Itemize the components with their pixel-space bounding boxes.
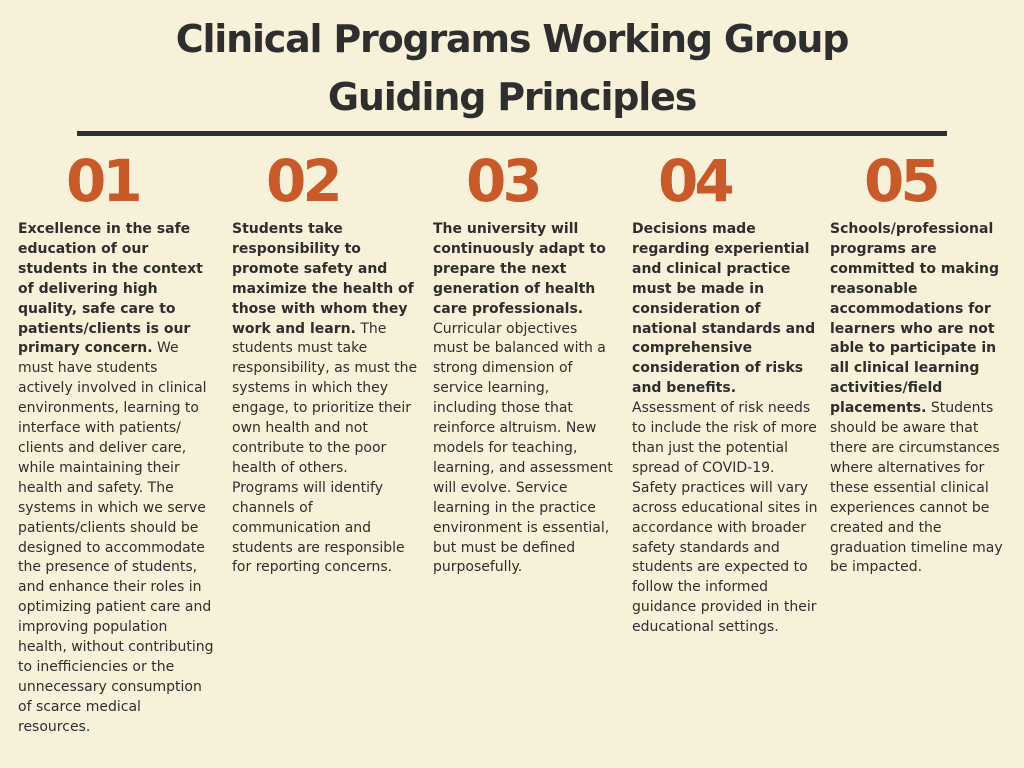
principle-body: Assessment of risk needs to include the risk of more than just the potential spread of COVID-19. Safety practices will vary across educational sites in accordance with broader safety standards and students are expected to follow the informed guidance provided in their educational settings. xyxy=(632,400,818,636)
principle-description xyxy=(232,220,418,578)
principle-description xyxy=(830,220,1016,578)
page-title-line-2: Guiding Principles xyxy=(327,75,697,119)
principle-number: 03 xyxy=(466,147,539,215)
principle-body: The students must take responsibility, as must the systems in which they engage, to prioritize their own health and not contribute to the poor health of others. Programs will identify channels of communication and students are responsible for reporting concerns. xyxy=(232,320,418,576)
principle-heading: Schools/professional programs are committed to making reasonable accommodations for learners who are not able to participate in all clinical learning activities/field placements. xyxy=(830,221,999,417)
principle-column-4 xyxy=(632,144,818,638)
principle-body: Curricular objectives must be balanced with a strong dimension of service learning, including those that reinforce altruism. New models for teaching, learning, and assessment will evolve. Service learning in the practice environment is essential, but must be defined purposefully. xyxy=(433,320,613,576)
page-title xyxy=(0,10,1024,126)
principle-description xyxy=(433,220,615,578)
principle-body: We must have students actively involved in clinical environments, learning to interface with patients/ clients and deliver care, while maintaining their health and safety. The systems in which we serve patients/clients should be designed to accommodate the presence of students, and enhance their roles in optimizing patient care and improving population health, without contributing to inefficiencies or the unnecessary consumption of scarce medical resources. xyxy=(18,340,214,735)
title-divider xyxy=(77,131,947,136)
page-title-line-1: Clinical Programs Working Group xyxy=(175,17,849,61)
principle-number: 05 xyxy=(864,147,937,215)
principle-heading: Decisions made regarding experiential and clinical practice must be made in consideration of national standards and comprehensive consideration of risks and benefits. xyxy=(632,221,816,397)
principle-number: 04 xyxy=(658,147,731,215)
principle-heading: Excellence in the safe education of our students in the context of delivering high quality, safe care to patients/clients is our primary concern. xyxy=(18,221,203,357)
principle-column-1 xyxy=(18,144,214,738)
principle-number: 02 xyxy=(266,147,339,215)
principle-heading: The university will continuously adapt to prepare the next generation of health care professionals. xyxy=(433,221,606,317)
principle-column-2 xyxy=(232,144,418,578)
principle-column-3 xyxy=(433,144,615,578)
principle-description xyxy=(18,220,214,738)
principle-description xyxy=(632,220,818,638)
principle-heading: Students take responsibility to promote safety and maximize the health of those with whom they work and learn. xyxy=(232,221,414,337)
principle-column-5 xyxy=(830,144,1016,578)
principle-body: Students should be aware that there are circumstances where alternatives for these essential clinical experiences cannot be created and the graduation timeline may be impacted. xyxy=(830,400,1003,576)
principle-number: 01 xyxy=(66,147,139,215)
